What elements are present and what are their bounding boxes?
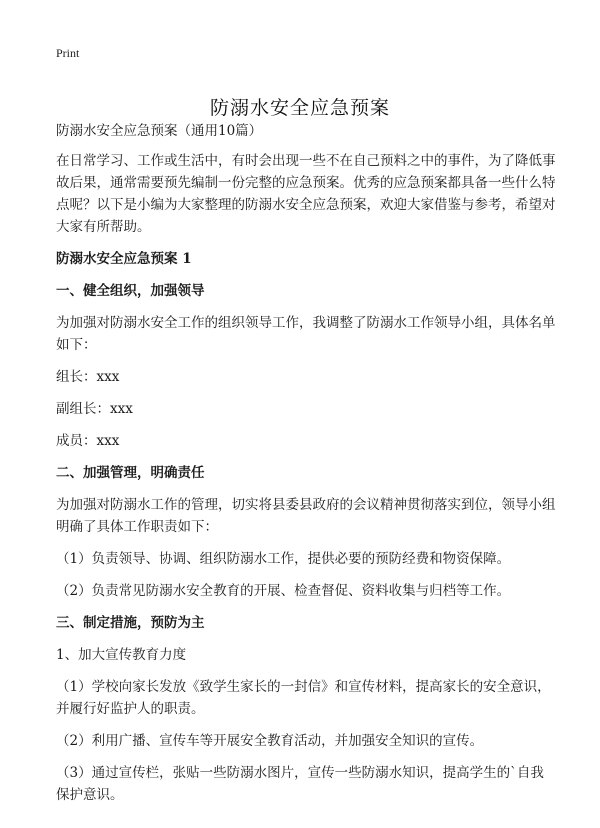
section3-item-2: （2）利用广播、宣传车等开展安全教育活动，并加强安全知识的宣传。 [56, 733, 484, 749]
section1-body: 为加强对防溺水安全工作的组织领导工作，我调整了防溺水工作领导小组，具体名单如下： [56, 315, 556, 353]
section3-heading: 三、制定措施，预防为主 [56, 615, 205, 631]
section1-heading: 一、健全组织，加强领导 [56, 283, 205, 299]
section3-item-1: （1）学校向家长发放《致学生家长的一封信》和宣传材料，提高家长的安全意识，并履行好监护人的职责。 [56, 679, 551, 717]
plan-heading: 防溺水安全应急预案 1 [56, 251, 192, 267]
print-label: Print [56, 46, 80, 60]
deputy-line: 副组长：xxx [56, 401, 133, 417]
section2-item-1: （1）负责领导、协调、组织防溺水工作，提供必要的预防经费和物资保障。 [56, 551, 511, 567]
section2-item-2: （2）负责常见防溺水安全教育的开展、检查督促、资料收集与归档等工作。 [56, 583, 511, 599]
section3-subheading: 1、加大宣传教育力度 [56, 647, 187, 663]
leader-line: 组长：xxx [56, 369, 120, 385]
members-line: 成员：xxx [56, 433, 120, 449]
document-body [56, 120, 556, 816]
section2-body: 为加强对防溺水工作的管理，切实将县委县政府的会议精神贯彻落实到位，领导小组明确了具体工作职责如下： [56, 497, 556, 535]
section2-heading: 二、加强管理，明确责任 [56, 465, 205, 481]
document-subtitle: 防溺水安全应急预案（通用10篇） [56, 123, 263, 139]
section3-item-3: （3）通过宣传栏，张贴一些防溺水图片，宣传一些防溺水知识，提高学生的`自我保护意识。 [56, 765, 544, 803]
page-title: 防溺水安全应急预案 [209, 96, 390, 119]
intro-paragraph: 在日常学习、工作或生活中，有时会出现一些不在自己预料之中的事件，为了降低事故后果，通常需要预先编制一份完整的应急预案。优秀的应急预案都具备一些什么特点呢？以下是小编为大家整理的防溺水安全应急预案，欢迎大家借鉴与参考，希望对大家有所帮助。 [56, 153, 556, 235]
